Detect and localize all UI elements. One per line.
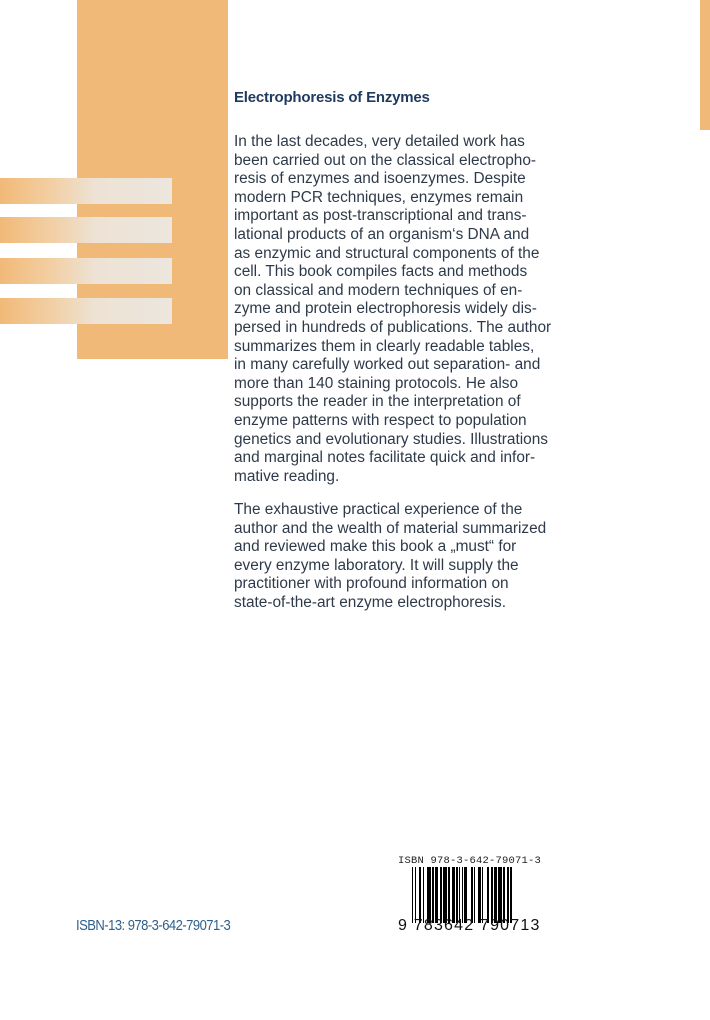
barcode-bars-icon <box>412 867 552 923</box>
edge-accent-bar <box>700 0 710 130</box>
text-line: and reviewed make this book a „must“ for <box>234 538 517 556</box>
text-line: cell. This book compiles facts and methods <box>234 263 528 281</box>
text-line: and marginal notes facilitate quick and infor- <box>234 449 536 467</box>
text-line: summarizes them in clearly readable tables, <box>234 337 535 355</box>
text-line: on classical and modern techniques of en- <box>234 281 523 299</box>
text-line: in many carefully worked out separation- and <box>234 356 541 374</box>
decorative-stripe-3 <box>0 258 172 284</box>
barcode <box>396 855 558 935</box>
text-line: mative reading. <box>234 467 340 485</box>
text-line: important as post-transcriptional and trans- <box>234 207 527 225</box>
book-title: Electrophoresis of Enzymes <box>234 89 430 106</box>
text-line: genetics and evolutionary studies. Illustrations <box>234 430 548 448</box>
decorative-stripe-4 <box>0 298 172 324</box>
text-line: zyme and protein electrophoresis widely dis- <box>234 300 537 318</box>
text-line: In the last decades, very detailed work has <box>234 133 525 150</box>
text-line: supports the reader in the interpretation of <box>234 393 521 411</box>
text-line: state-of-the-art enzyme electrophoresis. <box>234 593 507 611</box>
text-line: every enzyme laboratory. It will supply the <box>234 556 519 574</box>
text-line: been carried out on the classical electropho- <box>234 151 537 169</box>
text-line: lational products of an organism‘s DNA and <box>234 225 530 243</box>
isbn-13-label: ISBN-13: 978-3-642-79071-3 <box>76 918 231 934</box>
barcode-isbn-text: ISBN 978-3-642-79071-3 <box>398 855 542 867</box>
text-line: author and the wealth of material summarized <box>234 519 547 537</box>
barcode-digits: 9 783642 790713 <box>398 917 541 934</box>
text-line: The exhaustive practical experience of the <box>234 501 523 518</box>
text-line: modern PCR techniques, enzymes remain <box>234 188 524 206</box>
text-line: as enzymic and structural components of the <box>234 244 540 262</box>
text-line: enzyme patterns with respect to population <box>234 411 527 429</box>
text-line: resis of enzymes and isoenzymes. Despite <box>234 170 526 188</box>
decorative-stripe-1 <box>0 178 172 204</box>
decorative-stripe-2 <box>0 217 172 243</box>
text-line: practitioner with profound information on <box>234 575 509 593</box>
blurb-paragraph-2 <box>234 501 574 613</box>
blurb-paragraph-1 <box>234 133 574 486</box>
text-line: more than 140 staining protocols. He also <box>234 374 519 392</box>
text-line: persed in hundreds of publications. The author <box>234 318 552 336</box>
